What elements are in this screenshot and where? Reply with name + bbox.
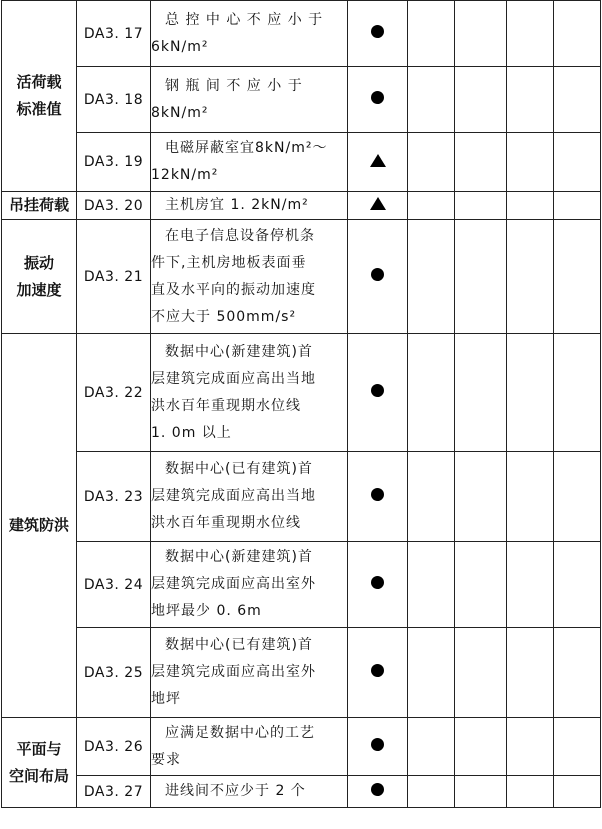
level-marker-cell bbox=[348, 67, 408, 133]
category-label: 吊挂荷载 bbox=[8, 196, 69, 214]
filled-circle-icon bbox=[371, 488, 384, 501]
item-code: DA3. 24 bbox=[77, 542, 151, 628]
empty-cell bbox=[507, 718, 554, 776]
item-code: DA3. 25 bbox=[77, 628, 151, 718]
empty-cell bbox=[455, 776, 507, 808]
empty-cell bbox=[408, 542, 455, 628]
requirement-text bbox=[151, 133, 348, 192]
item-code: DA3. 26 bbox=[77, 718, 151, 776]
empty-cell bbox=[408, 220, 455, 334]
empty-cell bbox=[554, 452, 601, 542]
requirement-text bbox=[151, 776, 348, 808]
empty-cell bbox=[455, 192, 507, 220]
requirement-line: 不应大于 500mm/s² bbox=[151, 308, 297, 325]
filled-circle-icon bbox=[371, 25, 384, 38]
level-marker-cell bbox=[348, 192, 408, 220]
empty-cell bbox=[507, 452, 554, 542]
category-label: 空间布局 bbox=[8, 766, 69, 785]
requirement-line: 6kN/m² bbox=[151, 38, 209, 55]
requirement-line: 主机房宜 1. 2kN/m² bbox=[165, 197, 309, 213]
requirement-text bbox=[151, 542, 348, 628]
empty-cell bbox=[455, 133, 507, 192]
item-code: DA3. 19 bbox=[77, 133, 151, 192]
item-code: DA3. 21 bbox=[77, 220, 151, 334]
empty-cell bbox=[507, 542, 554, 628]
table-row bbox=[2, 133, 601, 192]
empty-cell bbox=[507, 628, 554, 718]
item-code: DA3. 22 bbox=[77, 334, 151, 452]
filled-circle-icon bbox=[371, 664, 384, 677]
category-flood-protection bbox=[2, 334, 77, 718]
empty-cell bbox=[554, 1, 601, 67]
requirement-line: 1. 0m 以上 bbox=[151, 424, 232, 441]
table-body bbox=[2, 1, 601, 808]
requirement-line: 层建筑完成面应高出当地 bbox=[151, 370, 316, 387]
empty-cell bbox=[554, 776, 601, 808]
table-row bbox=[2, 542, 601, 628]
table-row bbox=[2, 776, 601, 808]
empty-cell bbox=[507, 133, 554, 192]
requirement-line: 直及水平向的振动加速度 bbox=[151, 281, 316, 298]
requirement-line: 层建筑完成面应高出室外 bbox=[151, 576, 316, 592]
empty-cell bbox=[554, 67, 601, 133]
empty-cell bbox=[554, 542, 601, 628]
requirement-line: 洪水百年重现期水位线 bbox=[151, 397, 301, 414]
requirement-line: 进线间不应少于 2 个 bbox=[165, 783, 306, 799]
empty-cell bbox=[507, 67, 554, 133]
requirement-text bbox=[151, 628, 348, 718]
requirement-line: 洪水百年重现期水位线 bbox=[151, 515, 301, 531]
requirement-line: 件下,主机房地板表面垂 bbox=[151, 254, 307, 271]
empty-cell bbox=[507, 334, 554, 452]
requirement-line: 层建筑完成面应高出当地 bbox=[151, 488, 316, 504]
requirement-line: 数据中心(新建建筑)首 bbox=[165, 343, 313, 360]
category-label: 平面与 bbox=[16, 739, 62, 758]
category-label: 标准值 bbox=[16, 100, 62, 118]
empty-cell bbox=[408, 192, 455, 220]
requirement-text bbox=[151, 718, 348, 776]
empty-cell bbox=[408, 776, 455, 808]
requirement-text bbox=[151, 192, 348, 220]
level-marker-cell bbox=[348, 718, 408, 776]
empty-cell bbox=[507, 1, 554, 67]
empty-cell bbox=[554, 192, 601, 220]
item-code: DA3. 20 bbox=[77, 192, 151, 220]
empty-cell bbox=[455, 1, 507, 67]
empty-cell bbox=[408, 718, 455, 776]
item-code: DA3. 18 bbox=[77, 67, 151, 133]
table-row bbox=[2, 334, 601, 452]
empty-cell bbox=[455, 334, 507, 452]
requirement-line: 地坪 bbox=[151, 691, 181, 707]
requirement-text bbox=[151, 220, 348, 334]
level-marker-cell bbox=[348, 133, 408, 192]
table-row bbox=[2, 628, 601, 718]
table-row bbox=[2, 192, 601, 220]
empty-cell bbox=[507, 220, 554, 334]
category-live-load bbox=[2, 1, 77, 192]
empty-cell bbox=[455, 628, 507, 718]
filled-circle-icon bbox=[371, 268, 384, 281]
category-label: 加速度 bbox=[16, 280, 62, 299]
category-label: 振动 bbox=[23, 253, 54, 272]
filled-circle-icon bbox=[371, 783, 384, 796]
table-row bbox=[2, 718, 601, 776]
table-row bbox=[2, 1, 601, 67]
category-vibration bbox=[2, 220, 77, 334]
filled-triangle-icon bbox=[370, 197, 386, 210]
requirement-text bbox=[151, 334, 348, 452]
empty-cell bbox=[554, 220, 601, 334]
empty-cell bbox=[455, 452, 507, 542]
requirement-line: 12kN/m² bbox=[151, 167, 219, 183]
requirement-line: 应满足数据中心的工艺 bbox=[165, 724, 315, 741]
filled-circle-icon bbox=[371, 738, 384, 751]
empty-cell bbox=[554, 628, 601, 718]
level-marker-cell bbox=[348, 1, 408, 67]
empty-cell bbox=[408, 1, 455, 67]
empty-cell bbox=[554, 334, 601, 452]
item-code: DA3. 27 bbox=[77, 776, 151, 808]
requirement-line: 层建筑完成面应高出室外 bbox=[151, 664, 316, 680]
item-code: DA3. 17 bbox=[77, 1, 151, 67]
category-label: 建筑防洪 bbox=[8, 516, 69, 534]
item-code: DA3. 23 bbox=[77, 452, 151, 542]
filled-circle-icon bbox=[371, 91, 384, 104]
category-label: 活荷载 bbox=[16, 73, 62, 91]
requirement-text bbox=[151, 452, 348, 542]
category-plan-layout bbox=[2, 718, 77, 808]
requirement-line: 电磁屏蔽室宜8kN/m²～ bbox=[165, 140, 328, 156]
empty-cell bbox=[554, 133, 601, 192]
empty-cell bbox=[455, 67, 507, 133]
empty-cell bbox=[408, 628, 455, 718]
level-marker-cell bbox=[348, 334, 408, 452]
requirement-line: 数据中心(已有建筑)首 bbox=[165, 461, 313, 477]
filled-circle-icon bbox=[371, 576, 384, 589]
table-row bbox=[2, 67, 601, 133]
requirement-line: 地坪最少 0. 6m bbox=[151, 603, 262, 619]
empty-cell bbox=[554, 718, 601, 776]
requirement-text bbox=[151, 67, 348, 133]
empty-cell bbox=[507, 776, 554, 808]
level-marker-cell bbox=[348, 452, 408, 542]
requirement-line: 数据中心(新建建筑)首 bbox=[165, 549, 313, 565]
empty-cell bbox=[408, 334, 455, 452]
requirements-table bbox=[1, 0, 601, 808]
empty-cell bbox=[408, 452, 455, 542]
requirement-line: 钢 瓶 间 不 应 小 于 bbox=[165, 77, 303, 94]
level-marker-cell bbox=[348, 220, 408, 334]
empty-cell bbox=[408, 133, 455, 192]
requirement-text bbox=[151, 1, 348, 67]
level-marker-cell bbox=[348, 542, 408, 628]
level-marker-cell bbox=[348, 628, 408, 718]
table-row bbox=[2, 452, 601, 542]
table-row bbox=[2, 220, 601, 334]
filled-circle-icon bbox=[371, 384, 384, 397]
requirement-line: 总 控 中 心 不 应 小 于 bbox=[165, 11, 324, 28]
requirement-line: 在电子信息设备停机条 bbox=[165, 227, 315, 244]
requirement-line: 要求 bbox=[151, 751, 181, 768]
empty-cell bbox=[455, 220, 507, 334]
requirement-line: 数据中心(已有建筑)首 bbox=[165, 637, 313, 653]
category-hanging-load bbox=[2, 192, 77, 220]
empty-cell bbox=[455, 718, 507, 776]
empty-cell bbox=[455, 542, 507, 628]
empty-cell bbox=[408, 67, 455, 133]
level-marker-cell bbox=[348, 776, 408, 808]
requirement-line: 8kN/m² bbox=[151, 104, 209, 121]
filled-triangle-icon bbox=[370, 154, 386, 167]
empty-cell bbox=[507, 192, 554, 220]
